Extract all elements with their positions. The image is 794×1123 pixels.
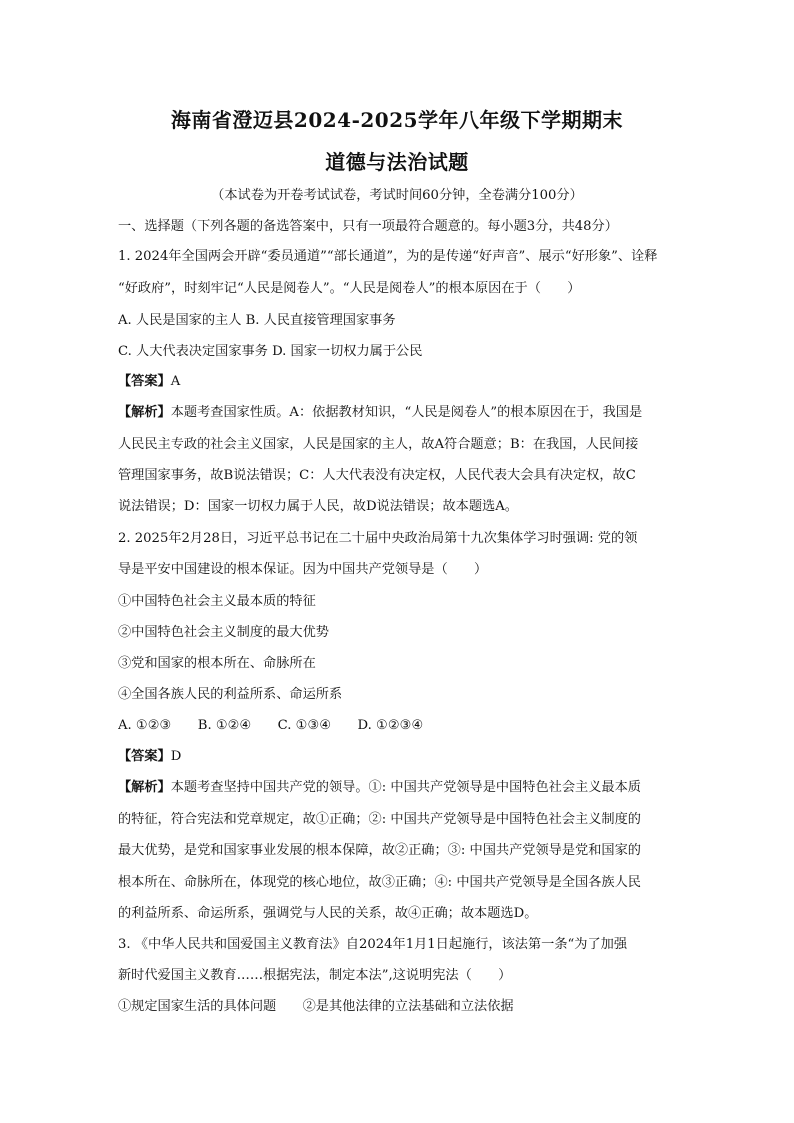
analysis-tag: 【解析】	[118, 780, 171, 795]
q1-options-cd: C. 人大代表决定国家事务 D. 国家一切权力属于公民	[118, 344, 423, 359]
q3-stem-line1: 3. 《中华人民共和国爱国主义教育法》自2024年1月1日起施行，该法第一条“为了加强	[118, 937, 628, 952]
q1-analysis-line3: 管理国家事务，故B说法错误；C：人大代表没有决定权，人民代表大会具有决定权，故C	[118, 468, 636, 483]
q2-item-1: ①中国特色社会主义最本质的特征	[118, 594, 316, 609]
q1-answer	[118, 373, 678, 391]
analysis-text: 本题考查国家性质。A：依据教材知识，“人民是阅卷人”的根本原因在于，我国是	[170, 405, 643, 420]
analysis-text: 本题考查坚持中国共产党的领导。①: 中国共产党领导是中国特色社会主义最本质	[170, 780, 641, 795]
q1-options-ab: A. 人民是国家的主人 B. 人民直接管理国家事务	[118, 313, 396, 328]
q2-analysis-line5: 的利益所系、命运所系，强调党与人民的关系，故④正确；故本题选D。	[118, 906, 538, 921]
answer-tag: 【答案】	[118, 749, 171, 764]
section-heading: 一、选择题（下列各题的备选答案中，只有一项最符合题意的。每小题3分，共48分）	[118, 219, 618, 234]
q2-item-2: ②中国特色社会主义制度的最大优势	[118, 625, 329, 640]
answer-value: D	[170, 749, 182, 764]
exam-title: 海南省澄迈县2024-2025学年八年级下学期期末	[170, 108, 624, 132]
q2-stem-line2: 导是平安中国建设的根本保证。因为中国共产党领导是（ ）	[118, 562, 488, 577]
q2-item-4: ④全国各族人民的利益所系、命运所系	[118, 687, 343, 702]
q2-analysis-line3: 最大优势，是党和国家事业发展的根本保障，故②正确；③: 中国共产党领导是党和国家的	[118, 843, 641, 858]
q2-answer	[118, 748, 678, 766]
q2-stem-line1: 2. 2025年2月28日，习近平总书记在二十届中央政治局第十九次集体学习时强调: 党的领	[118, 531, 638, 546]
q2-item-3: ③党和国家的根本所在、命脉所在	[118, 656, 316, 671]
q2-analysis-line1	[118, 779, 678, 797]
q2-analysis-line4: 根本所在、命脉所在，体现党的核心地位，故③正确；④: 中国共产党领导是全国各族人民	[118, 875, 641, 890]
analysis-tag: 【解析】	[118, 405, 171, 420]
q3-items: ①规定国家生活的具体问题 ②是其他法律的立法基础和立法依据	[118, 999, 514, 1014]
q3-stem-line2: 新时代爱国主义教育……根据宪法，制定本法”,这说明宪法（ ）	[118, 968, 512, 983]
answer-tag: 【答案】	[118, 374, 171, 389]
exam-subtitle: 道德与法治试题	[325, 150, 469, 174]
q1-stem-line2: “好政府”，时刻牢记“人民是阅卷人”。“人民是阅卷人”的根本原因在于（ ）	[118, 281, 581, 296]
q2-analysis-line2: 的特征，符合宪法和党章规定，故①正确；②: 中国共产党领导是中国特色社会主义制度的	[118, 812, 641, 827]
answer-value: A	[170, 374, 181, 389]
exam-note: （本试卷为开卷考试试卷，考试时间60分钟，全卷满分100分）	[211, 188, 583, 203]
q1-analysis-line2: 人民民主专政的社会主义国家，人民是国家的主人，故A符合题意；B：在我国，人民间接	[118, 437, 639, 452]
q1-analysis-line4: 说法错误；D：国家一切权力属于人民，故D说法错误；故本题选A。	[118, 499, 518, 514]
q1-analysis-line1	[118, 404, 678, 422]
q1-stem-line1: 1. 2024年全国两会开辟“委员通道”“部长通道”，为的是传递“好声音”、展示“好形象”、诠释	[118, 249, 658, 264]
q2-options: A. ①②③ B. ①②④ C. ①③④ D. ①②③④	[118, 718, 424, 733]
